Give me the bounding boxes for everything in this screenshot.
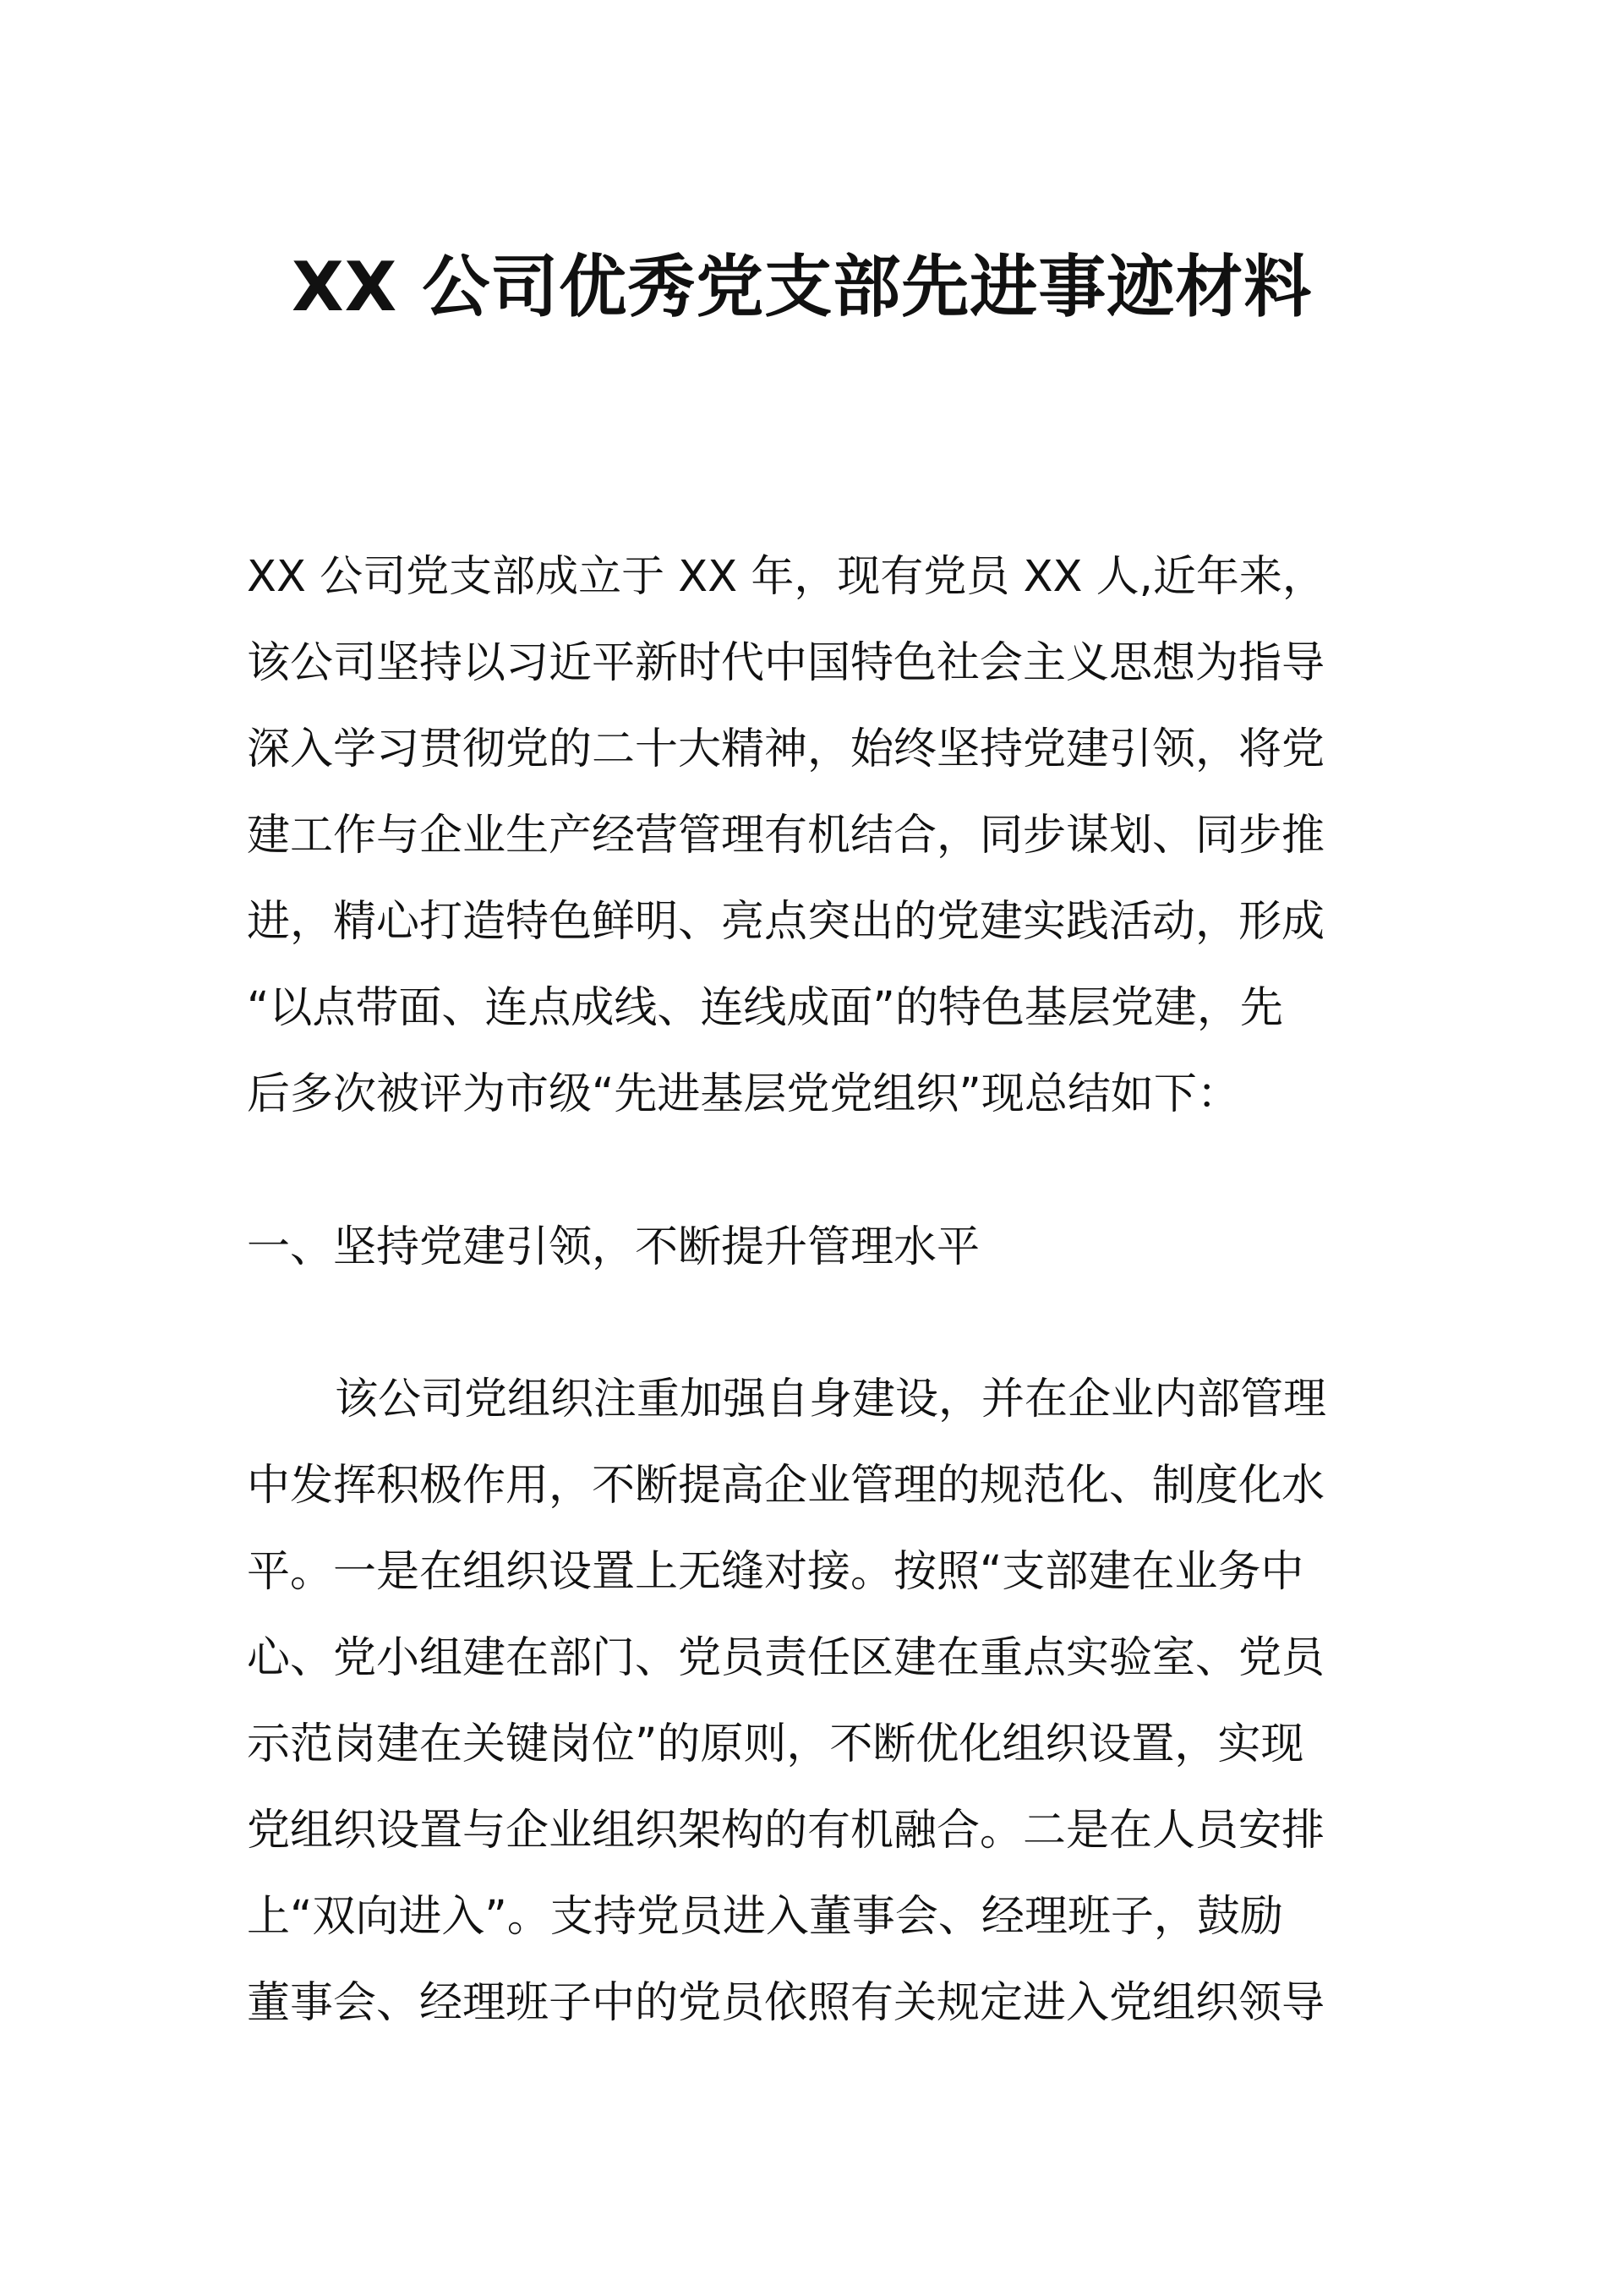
paragraph-line: 党组织设置与企业组织架构的有机融合。二是在人员安排	[247, 1806, 1325, 1856]
paragraph-line: 中发挥积极作用，不断提高企业管理的规范化、制度化水	[247, 1461, 1325, 1511]
section-heading	[247, 1205, 1396, 1291]
paragraph-line: “以点带面、连点成线、连线成面”的特色基层党建，先	[247, 983, 1283, 1033]
paragraph-line: XX 公司党支部成立于 XX 年，现有党员 XX 人,近年来，	[247, 552, 1325, 602]
paragraph-line: 进，精心打造特色鲜明、亮点突出的党建实践活动，形成	[247, 897, 1325, 947]
paragraph-line: 深入学习贯彻党的二十大精神，始终坚持党建引领，将党	[247, 724, 1325, 774]
paragraph-line: 该公司坚持以习近平新时代中国特色社会主义思想为指导	[247, 638, 1325, 688]
document-title: XX 公司优秀党支部先进事迹材料	[292, 248, 1313, 326]
paragraph-line: 示范岗建在关键岗位”的原则，不断优化组织设置，实现	[247, 1719, 1304, 1769]
paragraph-line: 心、党小组建在部门、党员责任区建在重点实验室、党员	[247, 1633, 1325, 1683]
section-heading-text: 一、坚持党建引领，不断提升管理水平	[247, 1222, 981, 1272]
paragraph-line: 建工作与企业生产经营管理有机结合，同步谋划、同步推	[247, 811, 1325, 861]
paragraph-line: 董事会、经理班子中的党员依照有关规定进入党组织领导	[247, 1978, 1325, 2028]
paragraph-line: 上“双向进入”。支持党员进入董事会、经理班子，鼓励	[247, 1892, 1283, 1942]
paragraph-line: 后多次被评为市级“先进基层党党组织”现总结如下：	[247, 1069, 1240, 1119]
paragraph-line: 该公司党组织注重加强自身建设，并在企业内部管理	[335, 1375, 1327, 1424]
paragraph-line: 平。一是在组织设置上无缝对接。按照“支部建在业务中	[247, 1547, 1304, 1597]
intro-paragraph	[247, 534, 1396, 1138]
section-paragraph	[247, 1357, 1396, 2047]
